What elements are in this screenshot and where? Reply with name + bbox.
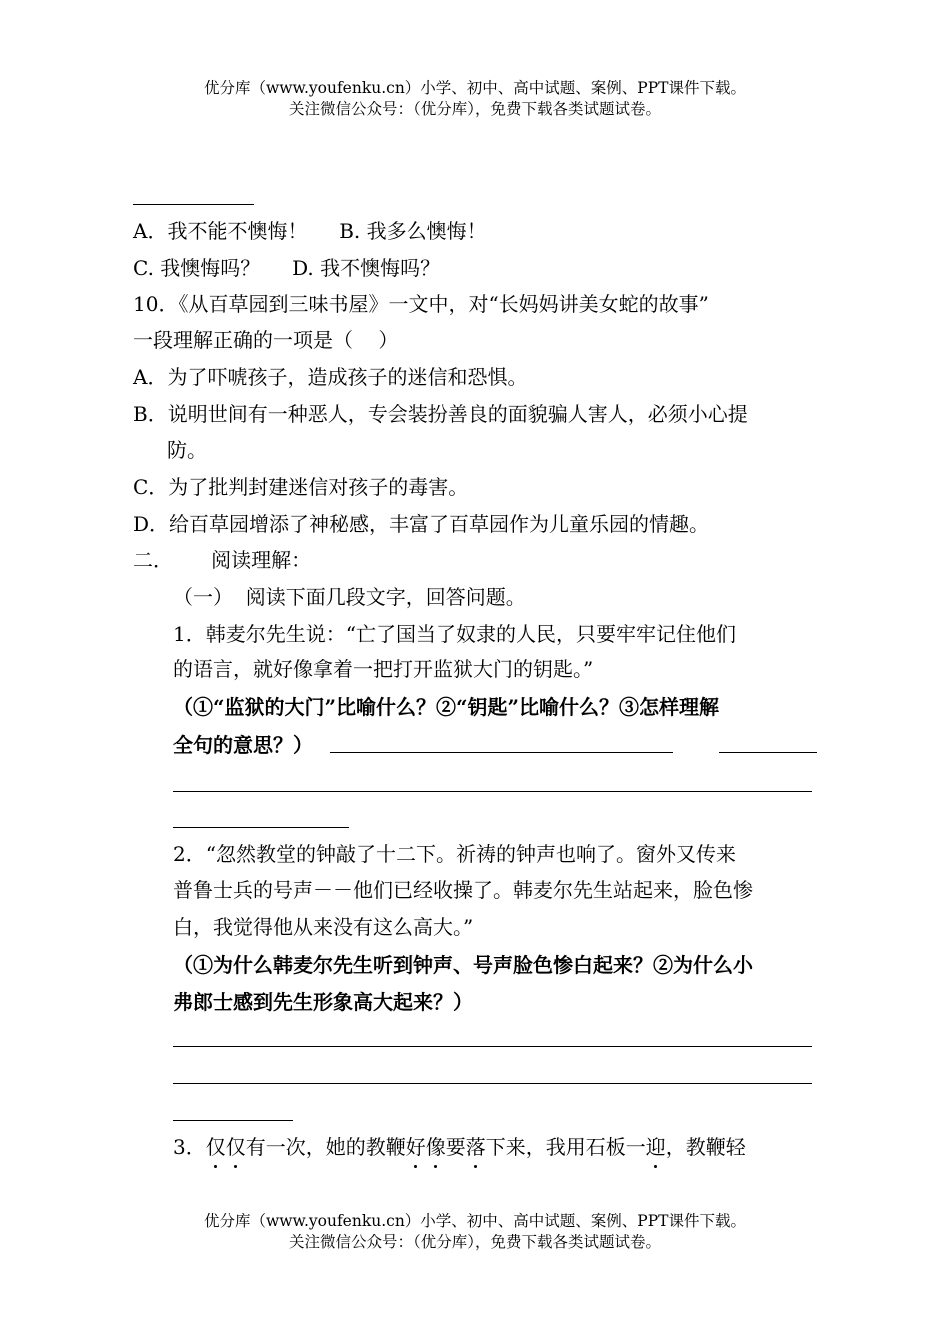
reading-q1-text-line-2: 的语言，就好像拿着一把打开监狱大门的钥匙。”: [173, 657, 594, 681]
reading-q1-prompt-line-2: 全句的意思？）: [173, 733, 313, 757]
q10-option-b-line-1: B．说明世间有一种恶人，专会装扮善良的面貌骗人害人，必须小心提: [133, 402, 748, 426]
reading-q3-text-line-1: [173, 1133, 746, 1161]
emphasis-char: 像: [425, 1135, 446, 1159]
footer-line-1: 优分库（www.youfenku.cn）小学、初中、高中试题、案例、PPT课件下载。: [203, 1212, 747, 1230]
emphasis-char: 落: [465, 1135, 486, 1159]
header-line-2: 关注微信公众号：（优分库），免费下载各类试题试卷。: [288, 100, 661, 118]
footer-line-2: 关注微信公众号：（优分库），免费下载各类试题试卷。: [288, 1233, 661, 1251]
reading-q3-text-segment: 有一次，她的教鞭: [245, 1135, 406, 1159]
reading-q2-prompt-line-1: （①为什么韩麦尔先生听到钟声、号声脸色惨白起来？②为什么小: [173, 953, 753, 977]
reading-q2-text-line-3: 白，我觉得他从来没有这么高大。”: [173, 915, 474, 939]
answer-blank: [173, 1120, 293, 1121]
answer-blank: [173, 1083, 812, 1084]
emphasis-char: 好: [405, 1135, 426, 1159]
reading-q2-text-line-2: 普鲁士兵的号声－－他们已经收操了。韩麦尔先生站起来，脸色惨: [173, 878, 753, 902]
emphasis-char: 仅: [205, 1135, 226, 1159]
reading-q2-text-line-1: 2．“忽然教堂的钟敲了十二下。祈祷的钟声也响了。窗外又传来: [173, 842, 736, 866]
reading-q3-text-segment: ，教鞭轻: [665, 1135, 746, 1159]
q10-stem-line-1: 10．《从百草园到三味书屋》一文中，对“长妈妈讲美女蛇的故事”: [133, 292, 709, 316]
q10-option-b-line-2: 防。: [167, 438, 207, 462]
q10-option-d: D．给百草园增添了神秘感，丰富了百草园作为儿童乐园的情趣。: [133, 512, 710, 536]
emphasis-char: 迎: [645, 1135, 666, 1159]
answer-blank: [719, 752, 817, 753]
q10-option-c: C．为了批判封建迷信对孩子的毒害。: [133, 475, 469, 499]
q9-options-row-2: C. 我懊悔吗？ D. 我不懊悔吗？: [133, 256, 441, 280]
reading-q1-text-line-1: 1．韩麦尔先生说：“亡了国当了奴隶的人民，只要牢牢记住他们: [173, 622, 736, 646]
reading-q3-text-segment: 要: [445, 1135, 466, 1159]
q9-options-row-1: A．我不能不懊悔！ B. 我多么懊悔！: [133, 219, 487, 243]
reading-q3-text-segment: 下来，我用石板一: [485, 1135, 646, 1159]
part-1-title: （一） 阅读下面几段文字，回答问题。: [173, 585, 526, 609]
answer-blank: [133, 204, 254, 205]
q10-stem-line-2: 一段理解正确的一项是（ ）: [133, 328, 399, 352]
reading-q2-prompt-line-2: 弗郎士感到先生形象高大起来？）: [173, 990, 473, 1014]
reading-q1-prompt-line-1: （①“监狱的大门”比喻什么？②“钥匙”比喻什么？③怎样理解: [173, 695, 720, 719]
answer-blank: [173, 827, 349, 828]
page-footer: [0, 1211, 950, 1253]
emphasis-char: 仅: [225, 1135, 246, 1159]
answer-blank: [173, 1046, 812, 1047]
reading-q3-text-segment: 3．: [173, 1135, 206, 1159]
q10-option-a: A．为了吓唬孩子，造成孩子的迷信和恐惧。: [133, 365, 528, 389]
answer-blank: [173, 791, 812, 792]
page-header: [0, 78, 950, 120]
section-2-title: 二． 阅读理解：: [133, 548, 312, 572]
answer-blank: [330, 752, 673, 753]
header-line-1: 优分库（www.youfenku.cn）小学、初中、高中试题、案例、PPT课件下载。: [203, 79, 747, 97]
